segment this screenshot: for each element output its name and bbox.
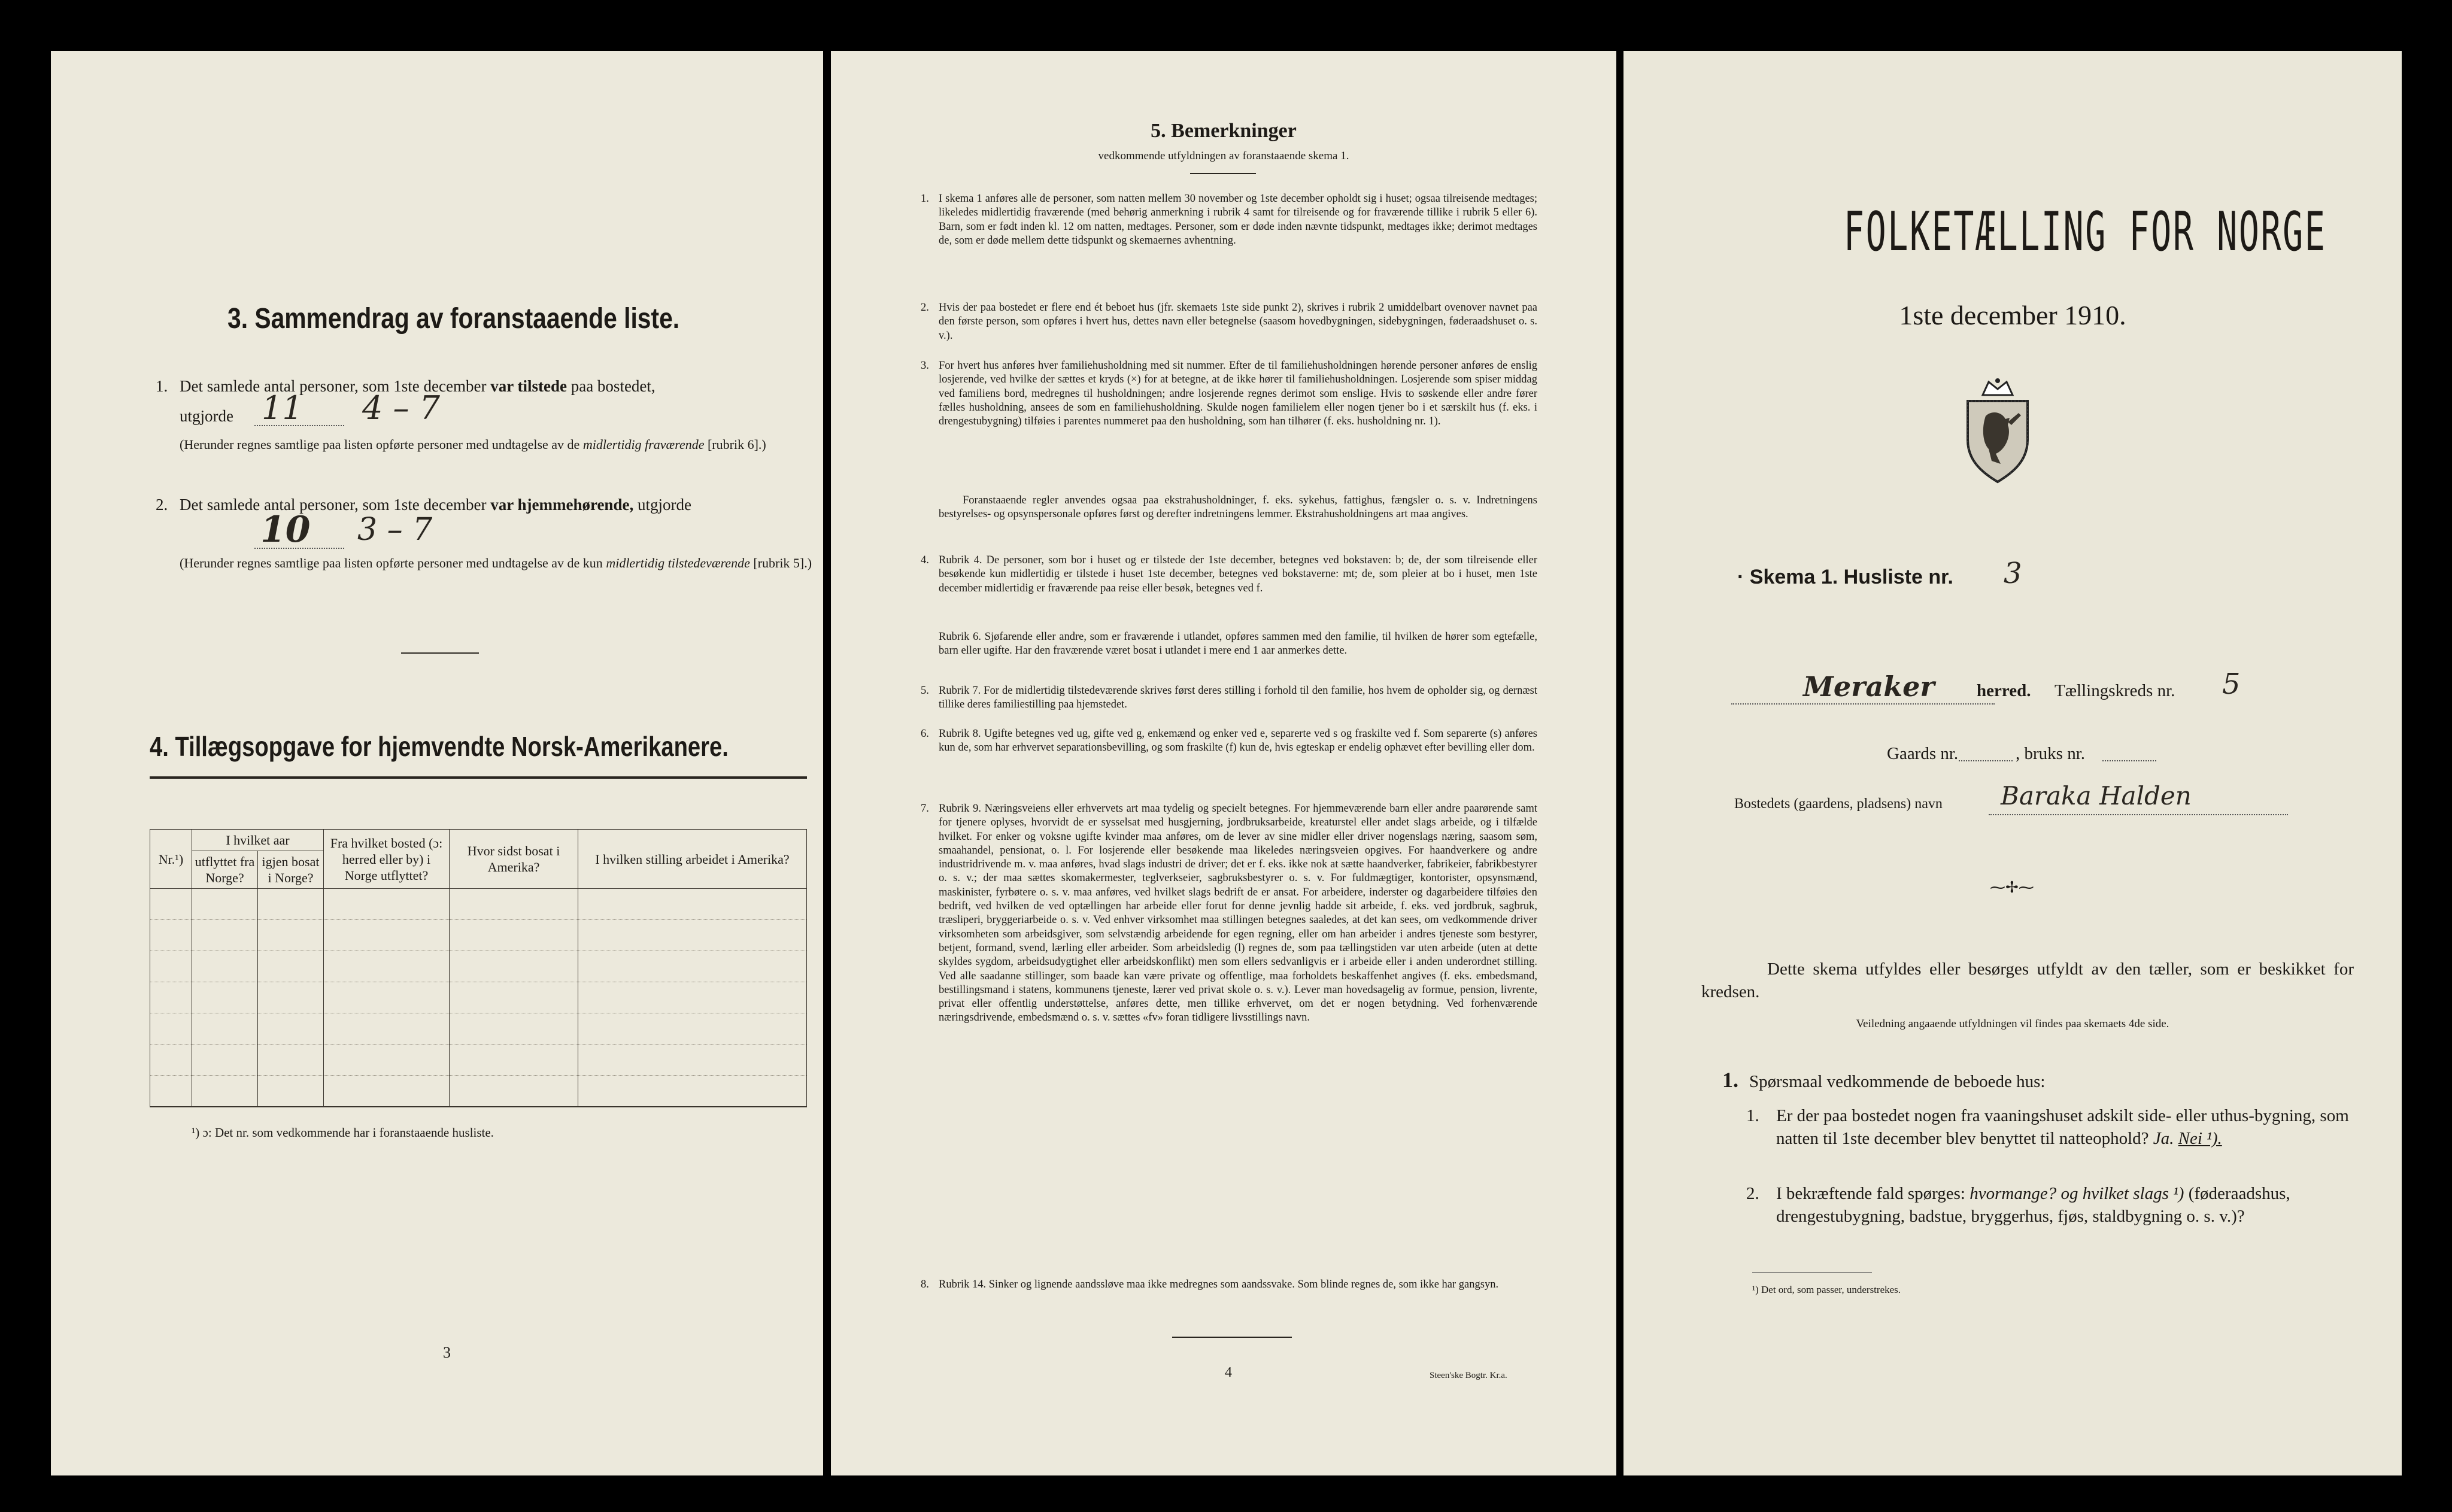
remark-num: 8. <box>921 1279 929 1291</box>
kreds-label: Tællingskreds nr. <box>2055 681 2175 700</box>
col-group: I hvilket aar <box>192 830 324 851</box>
bosted-label: Bostedets (gaardens, pladsens) navn <box>1734 796 1943 812</box>
remark-text: I skema 1 anføres alle de personer, som natten mellem 30 november og 1ste december opholdt sig i huset; ogsaa tilreisende medtages; likeledes midlertidig fraværende (med behørig anmerkning i rubrik 4 samt for tilreisende og for fraværende tillike i rubrik 5 eller 6). Barn, som er født inden kl. 12 om natten, medtages. Personer, som er døde inden nævnte tidspunkt, medtages ikke; derimot medtages de, som er døde mellem dette tidspunkt og skemaernes avhentning. <box>939 193 1537 247</box>
table-top-rule <box>150 776 807 779</box>
remark-2 <box>921 301 1537 343</box>
item-1-note-b: [rubrik 6].) <box>707 437 766 452</box>
remark-num: 4. <box>921 554 929 566</box>
q1-ja: Ja. <box>2153 1129 2174 1148</box>
page-4 <box>831 51 1616 1475</box>
footnote-rule <box>1752 1272 1872 1273</box>
ornament-icon: ⁓✢⁓ <box>1990 879 2034 896</box>
page-3 <box>51 51 823 1475</box>
herred-line <box>1731 703 1995 705</box>
bruks-label: , bruks nr. <box>2016 744 2085 763</box>
herred-value: Meraker <box>1803 670 1935 703</box>
remark-text: Rubrik 4. De personer, som bor i huset og er tilstede der 1ste december, betegnes ved bokstaven: b; de, der som tilreisende eller besøkende kun midlertidig er tilstede i huset 1ste december, betegnes ved bokstaverne: mt; de, som pleier at bo i huset, men 1ste december midlertidig er fraværende paa reise eller besøk, betegnes ved f. <box>939 554 1537 594</box>
page-number: 4 <box>1225 1365 1232 1380</box>
remark-6 <box>921 727 1537 755</box>
q2-italic-1: hvormange? <box>1970 1184 2057 1203</box>
section-5-subtitle: vedkommende utfyldningen av foranstaaende skema 1. <box>1098 150 1349 162</box>
table-row <box>150 1045 807 1076</box>
col-sidst: Hvor sidst bosat i Amerika? <box>450 830 578 889</box>
remark-text: Hvis der paa bostedet er flere end ét beboet hus (jfr. skemaets 1ste side punkt 2), skrives i rubrik 2 umiddelbart ovenover navnet paa den første person, som opføres i hvert hus, dettes navn eller betegnelse (saasom hovedbygningen, sidebygningen, føderaadshuset o. s. v.). <box>939 302 1537 342</box>
col-utflyttet: utflyttet fra Norge? <box>192 851 258 889</box>
divider <box>401 652 479 654</box>
remark-7 <box>921 802 1537 1025</box>
printer-mark: Steen'ske Bogtr. Kr.a. <box>1430 1371 1507 1380</box>
question-group-number: 1. <box>1722 1068 1738 1092</box>
col-stilling: I hvilken stilling arbeidet i Amerika? <box>578 830 807 889</box>
item-2-text-bold: var hjemmehørende, <box>490 496 634 514</box>
remark-1 <box>921 192 1537 248</box>
coat-of-arms-icon <box>1959 377 2037 485</box>
item-2-note-a: (Herunder regnes samtlige paa listen opførte personer med undtagelse av de kun <box>180 555 603 570</box>
subtitle-rule <box>1190 173 1256 174</box>
remark-text: Rubrik 14. Sinker og lignende aandssløve maa ikke medregnes som aandssvake. Som blinde regnes de, som ikke har gangsyn. <box>939 1279 1499 1291</box>
end-rule <box>1172 1337 1292 1338</box>
section-4-title: 4. Tillægsopgave for hjemvendte Norsk-Amerikanere. <box>150 731 729 762</box>
item-2-note <box>180 554 814 573</box>
bosted-line <box>1989 814 2288 815</box>
kreds-value: 5 <box>2222 667 2241 701</box>
remark-3b <box>939 494 1537 522</box>
page-1 <box>1623 51 2402 1475</box>
veiledning-text: Veiledning angaaende utfyldningen vil findes paa skemaets 4de side. <box>1856 1018 2169 1030</box>
remark-num: 6. <box>921 728 929 740</box>
q2-text <box>1776 1182 2357 1228</box>
q2-number: 2. <box>1746 1184 1759 1203</box>
page-number: 3 <box>443 1344 451 1361</box>
table-row <box>150 1076 807 1107</box>
remark-4 <box>921 554 1537 596</box>
item-1-hand-total: 11 <box>262 389 303 427</box>
bruks-line <box>2102 760 2156 761</box>
remark-3 <box>921 359 1537 429</box>
item-2-number: 2. <box>156 496 168 514</box>
remark-text: Rubrik 9. Næringsveiens eller erhvervets art maa tydelig og specielt betegnes. For hjemmeværende barn eller andre paarørende samt for tjenere oplyses, hvorvidt de er sysselsat med husgjerning, jordbruksarbeide, kreaturstel eller andet slags arbeide, og i tilfælde hvilket. For enker og voksne ugifte kvinder maa anføres, om de lever av sine midler eller driver nogenslags næring, saasom søm, smaahandel, pensionat, o. l. For losjerende eller besøkende maa likeledes næringsveien opgives. For haandverkere og andre industridrivende m. v. maa anføres, hvad slags industri de driver; det er f. eks. ikke nok at sætte haandverker, fabrikeier, fabrikbestyrer o. s. v.; der maa sættes skomakermester, teglverkseier, sagbruksbestyrer o. s. v. For fuldmægtiger, kontorister, opsynsmænd, maskinister, fyrbøtere o. s. v. maa anføres, ved hvilket slags bedrift de er ansat. For arbeidere, inderster og dagarbeidere tilføies den bedrift, ved hvilken de ved optællingen har arbeide eller forut for denne jevnlig hadde sit arbeide, f. eks. ved jordbruk, sagbruk, træsliperi, bryggeriarbeide o. s. v. Ved enhver virksomhet maa stillingen betegnes saaledes, at det kan sees, om vedkommende driver virksomheten som arbeidsgiver, som selvstændig arbeidende for egen regning, eller om han arbeider i andres tjeneste som bestyrer, betjent, formand, svend, lærling eller arbeider. Som arbeidsledig (l) regnes de, som paa tællingstiden var uten arbeide (uten at dette skyldes sygdom, arbeidsudygtighet eller arbeidskonflikt) men som ellers sedvanligvis er i arbeide eller i anden underordnet stilling. Ved alle saadanne stillinger, som baade kan være private og offentlige, maa forholdets beskaffenhet angives (f. eks. embedsmand, bestillingsmand i statens, kommunens tjeneste, lærer ved privat skole o. s. v.). Lever man hovedsagelig av formue, pension, livrente, privat eller offentlig understøttelse, anføres dette, men tillike erhvervet, om det er nogen betydning. Ved forhenværende næringsdrivende, embedsmænd o. s. v. sættes «fv» foran tidligere livsstillings navn. <box>939 803 1537 1024</box>
gaards-label: Gaards nr. <box>1887 744 1959 763</box>
col-fra-sted: Fra hvilket bosted (ɔ: herred eller by) i Norge utflyttet? <box>324 830 450 889</box>
item-2-note-italic: midlertidig tilstedeværende <box>606 555 750 570</box>
item-2-text-b: utgjorde <box>637 496 691 514</box>
census-date: 1ste december 1910. <box>1899 300 2126 330</box>
col-nr: Nr.¹) <box>150 830 192 889</box>
q1-text <box>1776 1104 2357 1150</box>
remark-num: 3. <box>921 360 929 372</box>
remark-text: Rubrik 6. Sjøfarende eller andre, som er fraværende i utlandet, opføres sammen med den familie, til hvilken de hører som egtefælle, barn eller ugifte. Har den fraværende været bosat i utlandet i mere end 1 aar anmerkes dette. <box>939 631 1537 657</box>
q1-number: 1. <box>1746 1106 1759 1125</box>
item-1-note <box>180 435 814 454</box>
remark-num: 1. <box>921 193 929 205</box>
remark-num: 7. <box>921 803 929 815</box>
item-1-text-bold: var tilstede <box>490 377 567 395</box>
q2-text-a: I bekræftende fald spørges: <box>1776 1184 1965 1203</box>
footnote: ¹) Det ord, som passer, understrekes. <box>1752 1284 1901 1295</box>
table-footnote: ¹) ɔ: Det nr. som vedkommende har i foranstaaende husliste. <box>192 1125 494 1140</box>
remark-4b <box>939 630 1537 658</box>
herred-label: herred. <box>1977 681 2031 700</box>
remark-num: 5. <box>921 685 929 697</box>
remark-text: Foranstaaende regler anvendes ogsaa paa ekstrahusholdninger, f. eks. sykehus, fattighus, fængsler o. s. v. Indretningens bestyrelses- og opsynspersonale opføres først og derefter indretningens lemmer. Ekstrahusholdningens art maa angives. <box>939 494 1537 521</box>
table-row <box>150 889 807 920</box>
item-1-dotted-line <box>254 425 344 426</box>
item-1-hand-split: 4 – 7 <box>362 389 441 427</box>
question-group-title: Spørsmaal vedkommende de beboede hus: <box>1749 1072 2046 1091</box>
section-5-title: 5. Bemerkninger <box>1151 120 1297 142</box>
section-3-title: 3. Sammendrag av foranstaaende liste. <box>227 303 680 335</box>
table-row <box>150 951 807 982</box>
remark-text: For hvert hus anføres hver familiehusholdning med sit nummer. Efter de til familiehusholdningen hørende personer anføres de enslig losjerende, ved hvilke der sættes et kryds (×) for at betegne, at de ikke hører til familiehusholdningen. Losjerende som spiser middag ved familiens bord, medregnes til husholdningen; andre losjerende regnes derimot som enslige. Hvis to søskende eller andre fører fælles husholdning, ansees de som en familiehusholdning. Skulde nogen familielem eller nogen tjener bo i et særskilt hus (f. eks. i drengestubygning) tilføies i parentes nummeret paa den husholdning, som han tilhører (f. eks. husholdning nr. 1). <box>939 360 1537 428</box>
item-1-number: 1. <box>156 377 168 395</box>
remark-text: Rubrik 8. Ugifte betegnes ved ug, gifte ved g, enkemænd og enker ved e, separerte ved s og fraskilte ved f. Som separerte (s) anføres kun de, som har erhvervet separationsbevilling, og som fraskilte (f) kun de, hvis egteskap er endelig ophævet efter bevilling eller dom. <box>939 728 1537 754</box>
item-1-note-italic: midlertidig fraværende <box>582 437 705 452</box>
q2-italic-2: og hvilket slags ¹) <box>2060 1184 2184 1203</box>
form-title: FOLKETÆLLING FOR NORGE <box>1843 201 2327 263</box>
gaards-line <box>1959 760 2013 761</box>
item-1-text-b: paa bostedet, <box>570 377 656 395</box>
norsk-amerikanere-table <box>150 829 807 1107</box>
item-2-note-b: [rubrik 5].) <box>753 555 812 570</box>
col-igjen: igjen bosat i Norge? <box>258 851 324 889</box>
item-2-hand-total: 10 <box>260 509 311 551</box>
intro-text: Dette skema utfyldes eller besørges utfyldt av den tæller, som er beskikket for kredsen. <box>1701 960 2354 1001</box>
item-2-text-a: Det samlede antal personer, som 1ste december <box>180 496 487 514</box>
table-row <box>150 920 807 951</box>
remark-num: 2. <box>921 302 929 314</box>
remark-5 <box>921 684 1537 712</box>
q2-text-b: (føderaadshus, drengestubygning, badstue, bryggerhus, fjøs, staldbygning o. s. v.)? <box>1776 1184 2290 1226</box>
remark-8 <box>921 1278 1537 1292</box>
q1-nei: Nei ¹). <box>2178 1129 2222 1148</box>
remark-text: Rubrik 7. For de midlertidig tilstedeværende skrives først deres stilling i forhold til den familie, hos hvem de opholder sig, og dernæst tillike deres familiestilling paa hjemstedet. <box>939 685 1537 711</box>
item-1-note-a: (Herunder regnes samtlige paa listen opførte personer med undtagelse av de <box>180 437 580 452</box>
table-row <box>150 1013 807 1045</box>
skema-label: · Skema 1. Husliste nr. <box>1737 566 1953 588</box>
bosted-value: Baraka Halden <box>2001 781 2192 810</box>
item-2-hand-split: 3 – 7 <box>357 512 433 548</box>
item-2-dotted-line <box>254 548 344 549</box>
item-1-text-a: Det samlede antal personer, som 1ste december <box>180 377 487 395</box>
table-row <box>150 982 807 1013</box>
item-1-utgjorde: utgjorde <box>180 407 233 425</box>
q1-question: Er der paa bostedet nogen fra vaaningshuset adskilt side- eller uthus-bygning, som natten til 1ste december blev benyttet til natteophold? <box>1776 1106 2349 1148</box>
husliste-number: 3 <box>2004 557 2022 590</box>
